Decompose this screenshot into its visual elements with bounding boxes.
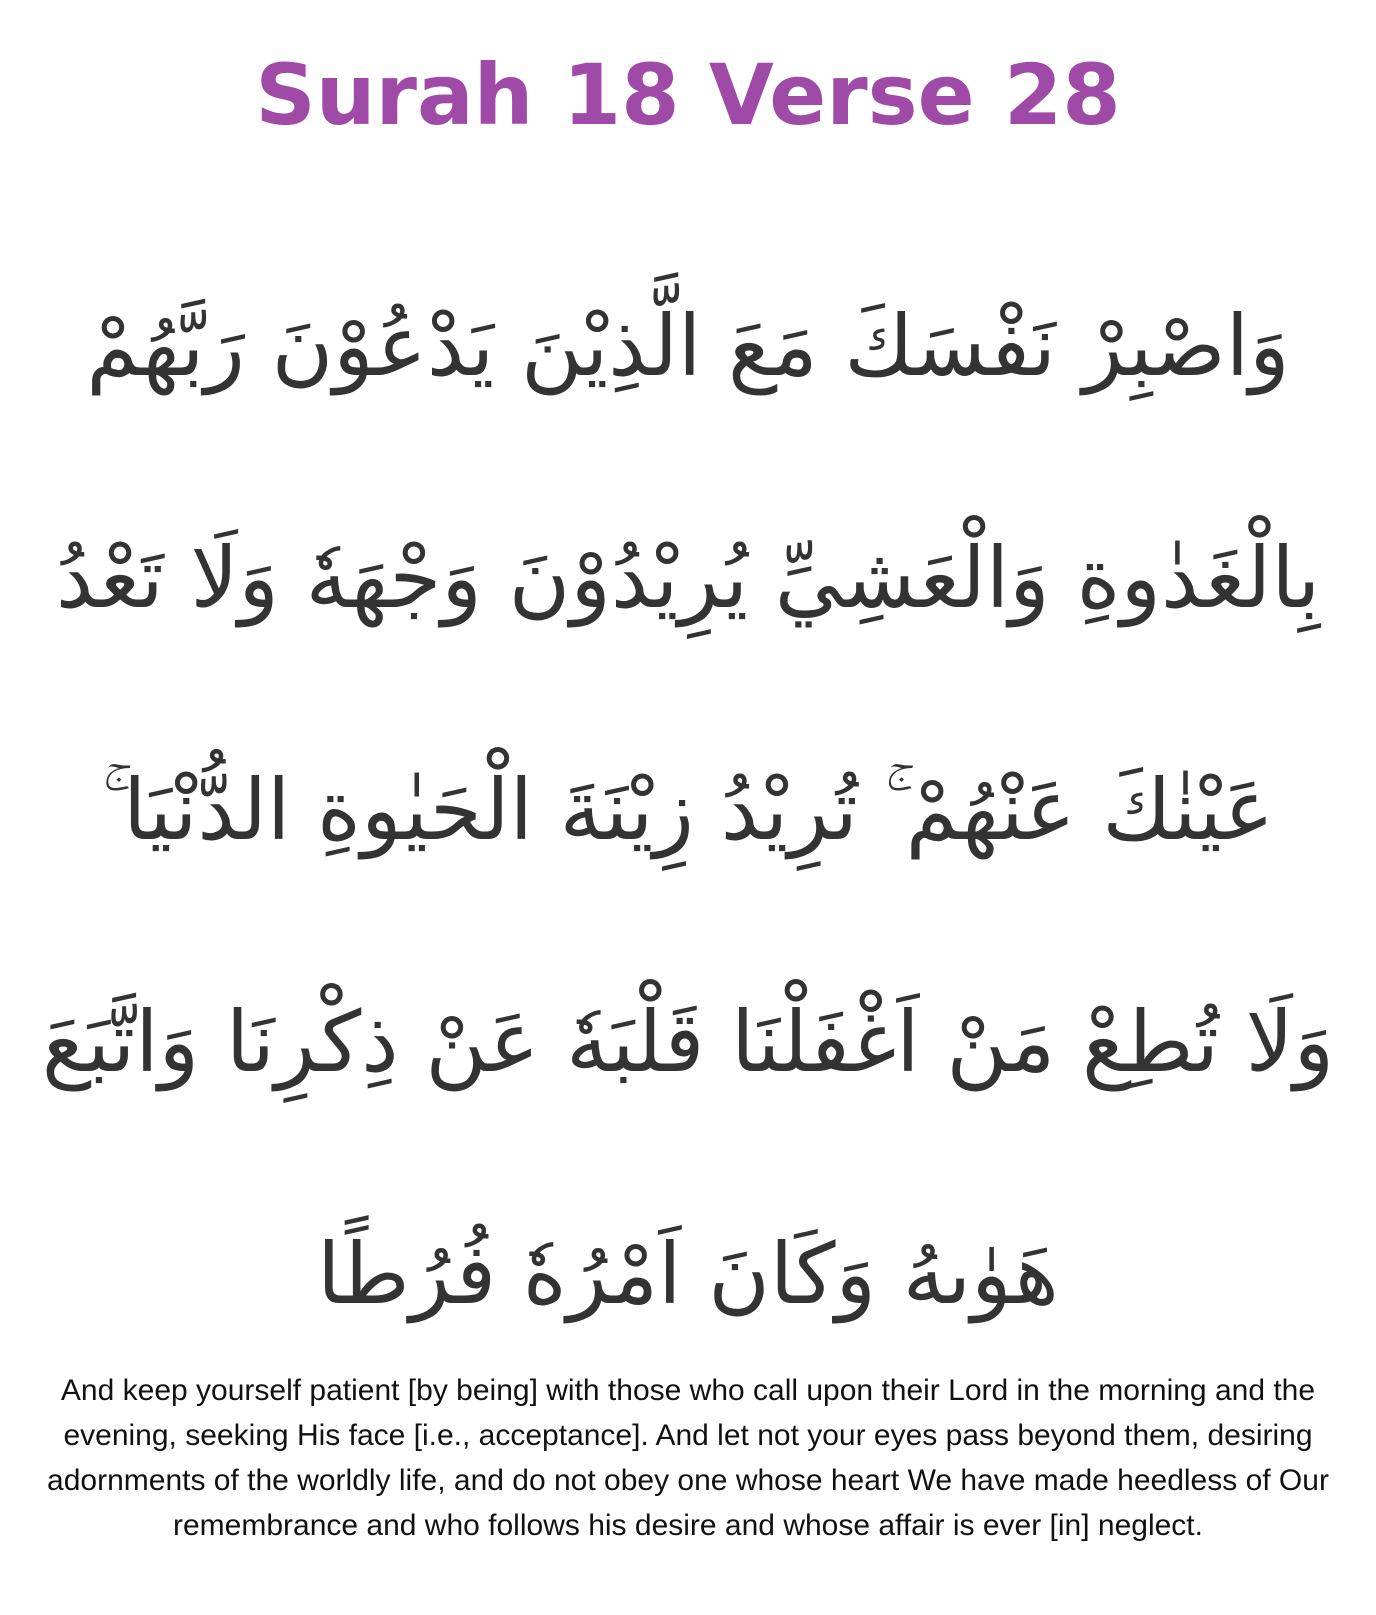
arabic-line-2: بِالْغَدٰوةِ وَالْعَشِيِّ يُرِيْدُوْنَ وَجْهَهٗ وَلَا تَعْدُ [55,529,1321,627]
arabic-line-3: عَيْنٰكَ عَنْهُمْ ۚ تُرِيْدُ زِيْنَةَ الْحَيٰوةِ الدُّنْيَا ۚ [102,760,1274,859]
arabic-line-4: وَلَا تُطِعْ مَنْ اَغْفَلْنَا قَلْبَهٗ عَنْ ذِكْرِنَا وَاتَّبَعَ [41,993,1335,1091]
arabic-line-5: هَوٰىهُ وَكَانَ اَمْرُهٗ فُرُطًا [317,1225,1059,1323]
arabic-verse [30,230,1346,1390]
english-translation: And keep yourself patient [by being] with those who call upon their Lord in the morning and the evening, seeking His face [i.e., acceptance]. And let not your eyes pass beyond them, desiring adornments of the worldly life, and do not obey one whose heart We have made heedless of Our remembrance and who follows his desire and whose affair is ever [in] neglect. [47,1374,1329,1542]
arabic-line-1: وَاصْبِرْ نَفْسَكَ مَعَ الَّذِيْنَ يَدْعُوْنَ رَبَّهُمْ [86,297,1290,395]
page-title: Surah 18 Verse 28 [255,46,1121,144]
